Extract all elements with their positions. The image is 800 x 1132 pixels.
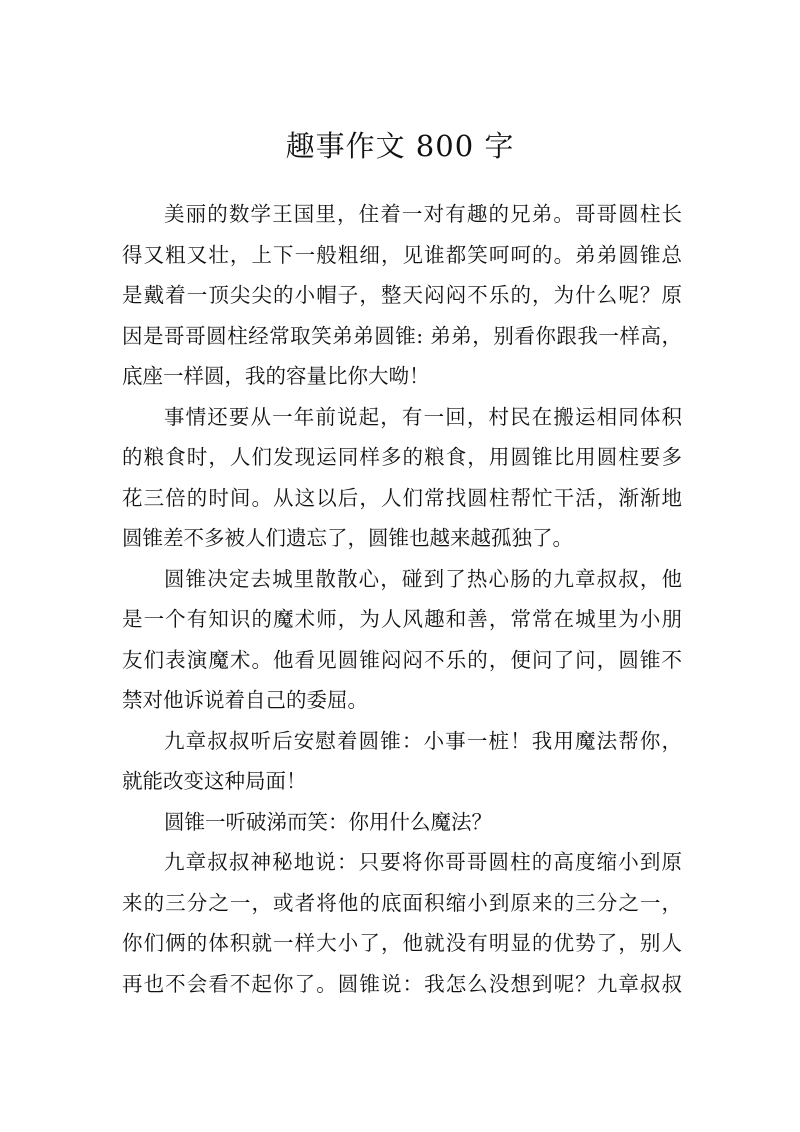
text-line: 禁对他诉说着自己的委屈。 — [122, 688, 368, 712]
document-body — [122, 194, 682, 1004]
text-line: 圆锥差不多被人们遗忘了，圆锥也越来越孤独了。 — [122, 526, 573, 550]
text-line: 圆锥一听破涕而笑：你用什么魔法？ — [164, 809, 492, 834]
text-line: 来的三分之一，或者将他的底面积缩小到原来的三分之一， — [122, 890, 682, 915]
text-line: 你们俩的体积就一样大小了，他就没有明显的优势了，别人 — [122, 931, 682, 955]
text-line: 就能改变这种局面！ — [122, 769, 307, 793]
text-line: 九章叔叔神秘地说：只要将你哥哥圆柱的高度缩小到原 — [164, 850, 682, 874]
text-line: 花三倍的时间。从这以后，人们常找圆柱帮忙干活，渐渐地 — [122, 485, 682, 510]
text-line: 圆锥决定去城里散散心，碰到了热心肠的九章叔叔，他 — [164, 566, 682, 591]
text-line: 底座一样圆，我的容量比你大呦！ — [122, 364, 430, 388]
text-line: 美丽的数学王国里，住着一对有趣的兄弟。哥哥圆柱长 — [164, 202, 682, 226]
text-line: 是一个有知识的魔术师，为人风趣和善，常常在城里为小朋 — [122, 607, 682, 631]
document-title: 趣事作文 800 字 — [285, 129, 515, 163]
text-line: 得又粗又壮，上下一般粗细，见谁都笑呵呵的。弟弟圆锥总 — [122, 242, 682, 267]
text-line: 事情还要从一年前说起，有一回，村民在搬运相同体积 — [164, 404, 682, 429]
text-line: 因是哥哥圆柱经常取笑弟弟圆锥: 弟弟，别看你跟我一样高， — [122, 323, 682, 348]
text-line: 友们表演魔术。他看见圆锥闷闷不乐的，便问了问，圆锥不 — [122, 647, 682, 672]
text-line: 再也不会看不起你了。圆锥说：我怎么没想到呢？九章叔叔 — [122, 971, 682, 996]
text-line: 是戴着一顶尖尖的小帽子，整天闷闷不乐的，为什么呢？原 — [122, 283, 682, 307]
text-line: 九章叔叔听后安慰着圆锥：小事一桩！我用魔法帮你， — [164, 728, 682, 753]
text-line: 的粮食时，人们发现运同样多的粮食，用圆锥比用圆柱要多 — [122, 445, 682, 469]
